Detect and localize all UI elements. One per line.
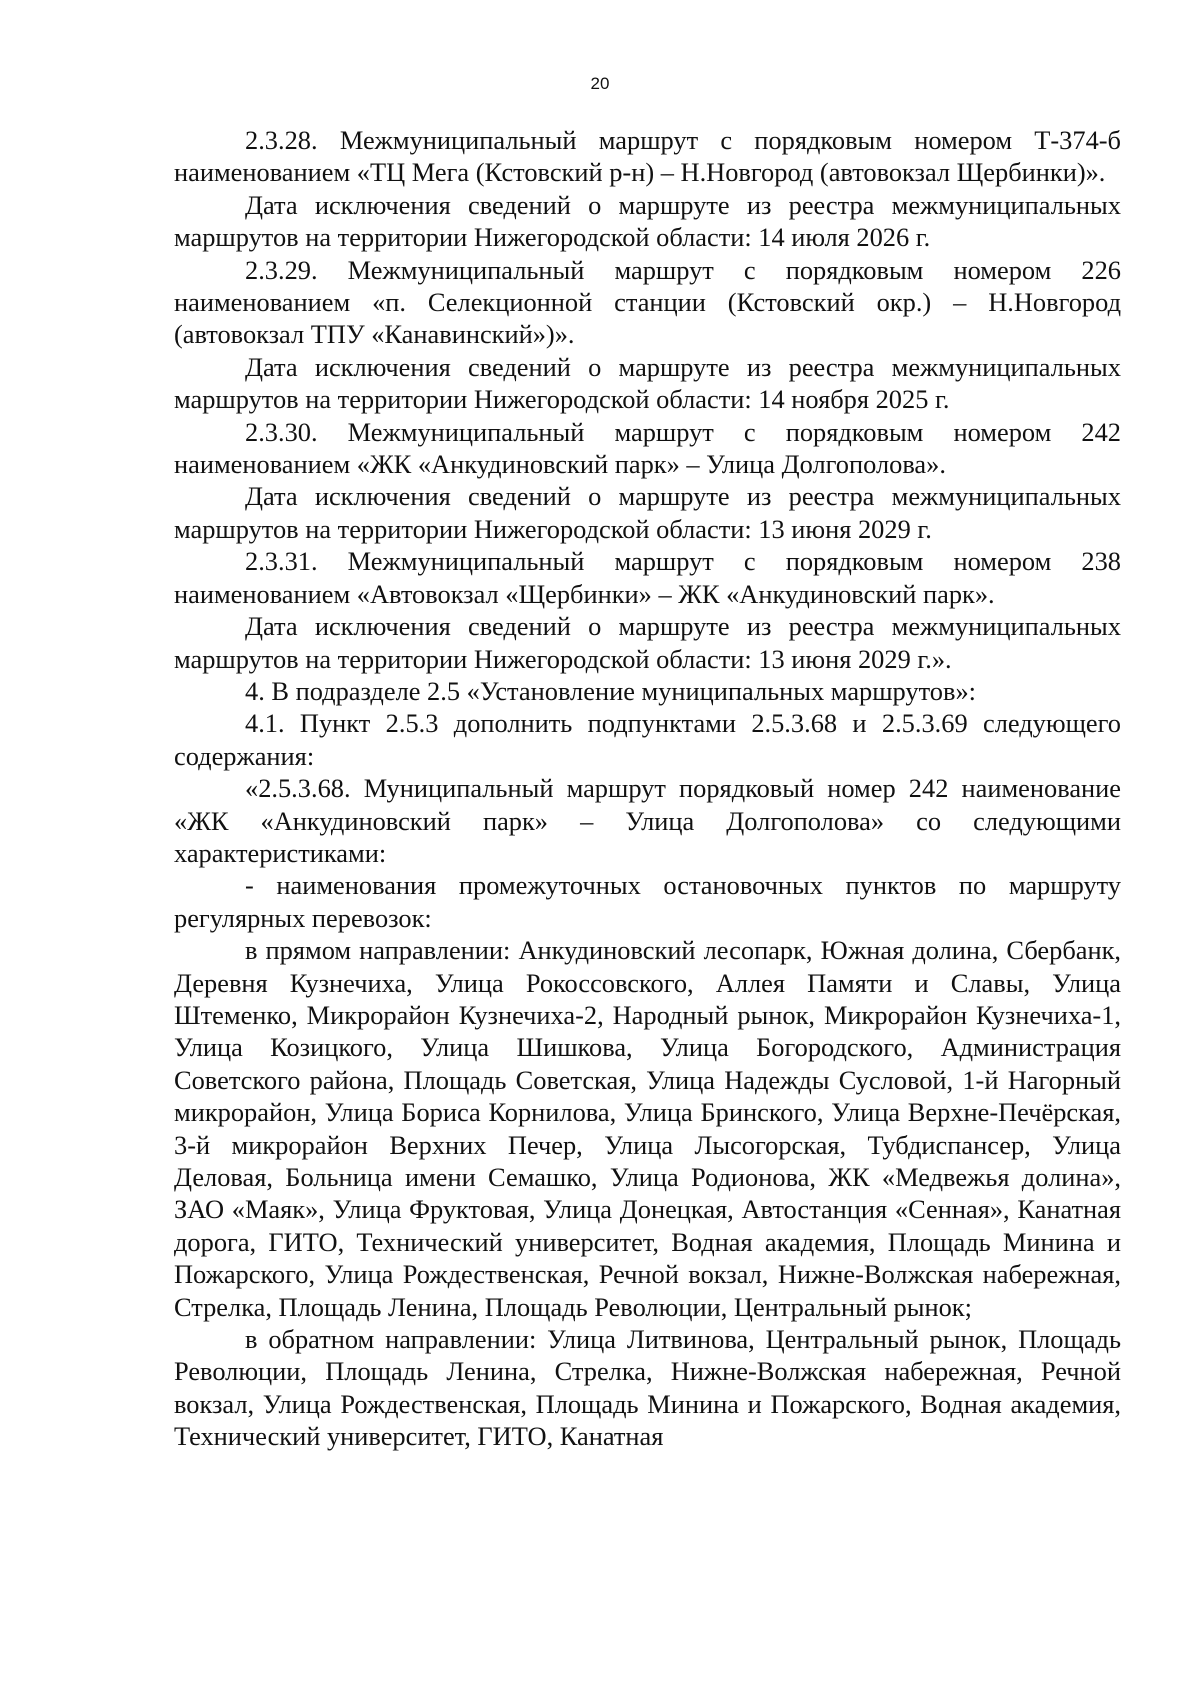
paragraph-exclusion-date-2: Дата исключения сведений о маршруте из реестра межмуниципальных маршрутов на территории Нижегородской области: 14 ноября 2025 г. [174, 351, 1121, 415]
paragraph-exclusion-date-1: Дата исключения сведений о маршруте из реестра межмуниципальных маршрутов на территории Нижегородской области: 14 июля 2026 г. [174, 189, 1121, 253]
paragraph-stops-heading: - наименования промежуточных остановочных пунктов по маршруту регулярных перевозок: [174, 870, 1121, 933]
paragraph-2-3-31: 2.3.31. Межмуниципальный маршрут с порядковым номером 238 наименованием «Автовокзал «Щербинки» – ЖК «Анкудиновский парк». [174, 546, 1121, 609]
paragraph-section-4: 4. В подразделе 2.5 «Установление муниципальных маршрутов»: [245, 675, 976, 706]
paragraph-2-5-3-68: «2.5.3.68. Муниципальный маршрут порядковый номер 242 наименование «ЖК «Анкудиновский парк» – Улица Долгополова» со следующими характеристиками: [174, 773, 1121, 868]
paragraph-exclusion-date-4: Дата исключения сведений о маршруте из реестра межмуниципальных маршрутов на территории Нижегородской области: 13 июня 2029 г.». [174, 611, 1121, 674]
paragraph-2-3-28: 2.3.28. Межмуниципальный маршрут с порядковым номером Т-374-б наименованием «ТЦ Мега (Кстовский р-н) – Н.Новгород (автовокзал Щербинки)». [174, 125, 1121, 188]
paragraph-2-3-30: 2.3.30. Межмуниципальный маршрут с порядковым номером 242 наименованием «ЖК «Анкудиновский парк» – Улица Долгополова». [174, 416, 1121, 480]
document-body [174, 124, 1121, 1453]
paragraph-forward-direction: в прямом направлении: Анкудиновский лесопарк, Южная долина, Сбербанк, Деревня Кузнечиха, Улица Рокоссовского, Аллея Памяти и Славы, Улица Штеменко, Микрорайон Кузнечиха-2, Народный рынок, Микрорайон Кузнечиха-1, Улица Козицкого, Улица Шишкова, Улица Богородского, Администрация Советского района, Площадь Советская, Улица Надежды Сусловой, 1-й Нагорный микрорайон, Улица Бориса Корнилова, Улица Бринского, Улица Верхне-Печёрская, 3-й микрорайон Верхних Печер, Улица Лысогорская, Тубдиспансер, Улица Деловая, Больница имени Семашко, Улица Родионова, ЖК «Медвежья долина», ЗАО «Маяк», Улица Фруктовая, Улица Донецкая, Автостанция «Сенная», Канатная дорога, ГИТО, Технический университет, Водная академия, Площадь Минина и Пожарского, Улица Рождественская, Речной вокзал, Нижне-Волжская набережная, Стрелка, Площадь Ленина, Площадь Революции, Центральный рынок; [174, 935, 1121, 1322]
paragraph-exclusion-date-3: Дата исключения сведений о маршруте из реестра межмуниципальных маршрутов на территории Нижегородской области: 13 июня 2029 г. [174, 481, 1121, 544]
paragraph-2-3-29: 2.3.29. Межмуниципальный маршрут с порядковым номером 226 наименованием «п. Селекционной станции (Кстовский окр.) – Н.Новгород (автовокзал ТПУ «Канавинский»)». [174, 254, 1121, 350]
paragraph-reverse-direction: в обратном направлении: Улица Литвинова, Центральный рынок, Площадь Революции, Площадь Ленина, Стрелка, Нижне-Волжская набережная, Речной вокзал, Улица Рождественская, Площадь Минина и Пожарского, Водная академия, Технический университет, ГИТО, Канатная [174, 1324, 1121, 1452]
paragraph-4-1: 4.1. Пункт 2.5.3 дополнить подпунктами 2.5.3.68 и 2.5.3.69 следующего содержания: [174, 708, 1121, 771]
page-number: 20 [590, 74, 610, 93]
